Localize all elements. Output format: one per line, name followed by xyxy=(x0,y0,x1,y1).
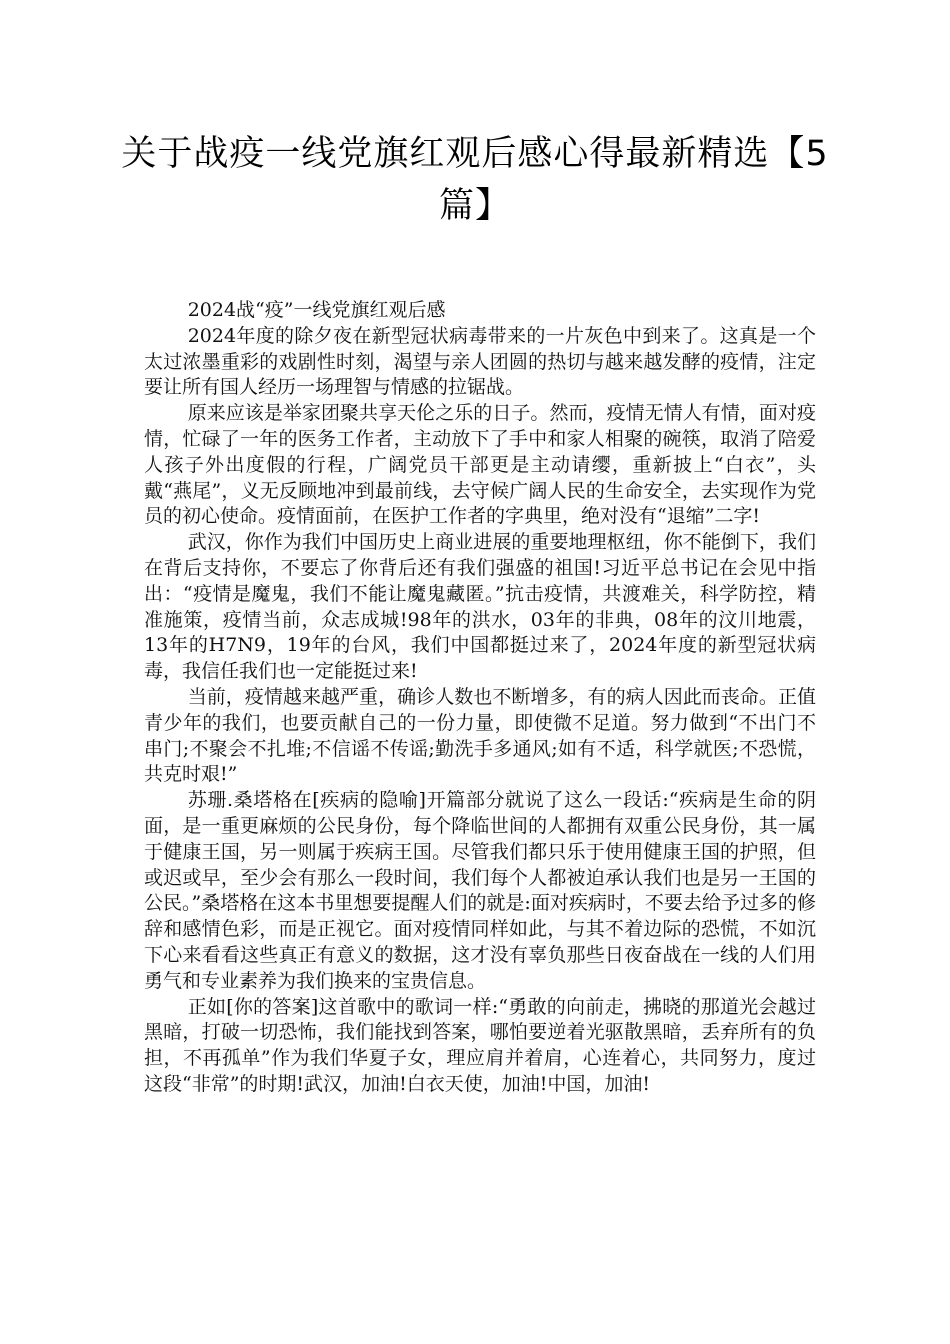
paragraph: 原来应该是举家团聚共享天伦之乐的日子。然而，疫情无情人有情，面对疫情，忙碌了一年的医务工作者，主动放下了手中和家人相聚的碗筷，取消了陪爱人孩子外出度假的行程，广阔党员干部更是主动请缨，重新披上“白衣”，头戴“燕尾”，义无反顾地冲到最前线，去守候广阔人民的生命安全，去实现作为党员的初心使命。疫情面前，在医护工作者的字典里，绝对没有“退缩”二字! xyxy=(144,402,816,528)
paragraph: 正如[你的答案]这首歌中的歌词一样:“勇敢的向前走，拂晓的那道光会越过黑暗，打破一切恐怖，我们能找到答案，哪怕要逆着光驱散黑暗，丢弃所有的负担，不再孤单”作为我们华夏子女，理应肩并着肩，心连着心，共同努力，度过这段“非常”的时期!武汉，加油!白衣天使，加油!中国，加油! xyxy=(144,995,816,1095)
paragraph: 当前，疫情越来越严重，确诊人数也不断增多，有的病人因此而丧命。正值青少年的我们，也要贡献自己的一份力量，即使微不足道。努力做到“不出门不串门;不聚会不扎堆;不信谣不传谣;勤洗手多通风;如有不适，科学就医;不恐慌，共克时艰!” xyxy=(144,685,816,786)
paragraph-subtitle: 2024战“疫”一线党旗红观后感 xyxy=(187,299,446,321)
document-title: 关于战疫一线党旗红观后感心得最新精选【5篇】 xyxy=(121,134,829,226)
document-body xyxy=(144,298,816,1098)
paragraph: 苏珊.桑塔格在[疾病的隐喻]开篇部分就说了这么一段话:“疾病是生命的阴面，是一重更麻烦的公民身份，每个降临世间的人都拥有双重公民身份，其一属于健康王国，另一则属于疾病王国。尽管我们都只乐于使用健康王国的护照，但或迟或早，至少会有那么一段时间，我们每个人都被迫承认我们也是另一王国的公民。”桑塔格在这本书里想要提醒人们的就是:面对疾病时，不要去给予过多的修辞和感情色彩，而是正视它。面对疫情同样如此，与其不着边际的恐慌，不如沉下心来看看这些真正有意义的数据，这才没有辜负那些日夜奋战在一线的人们用勇气和专业素养为我们换来的宝贵信息。 xyxy=(144,789,816,992)
paragraph: 武汉，你作为我们中国历史上商业进展的重要地理枢纽，你不能倒下，我们在背后支持你，不要忘了你背后还有我们强盛的祖国!习近平总书记在会见中指出：“疫情是魔鬼，我们不能让魔鬼藏匿。”抗击疫情，共渡难关，科学防控，精准施策，疫情当前，众志成城!98年的洪水，03年的非典，08年的汶川地震，13年的H7N9，19年的台风，我们中国都挺过来了，2024年度的新型冠状病毒，我信任我们也一定能挺过来! xyxy=(144,531,816,683)
paragraph: 2024年度的除夕夜在新型冠状病毒带来的一片灰色中到来了。这真是一个太过浓墨重彩的戏剧性时刻，渴望与亲人团圆的热切与越来越发酵的疫情，注定要让所有国人经历一场理智与情感的拉锯战。 xyxy=(144,324,816,399)
